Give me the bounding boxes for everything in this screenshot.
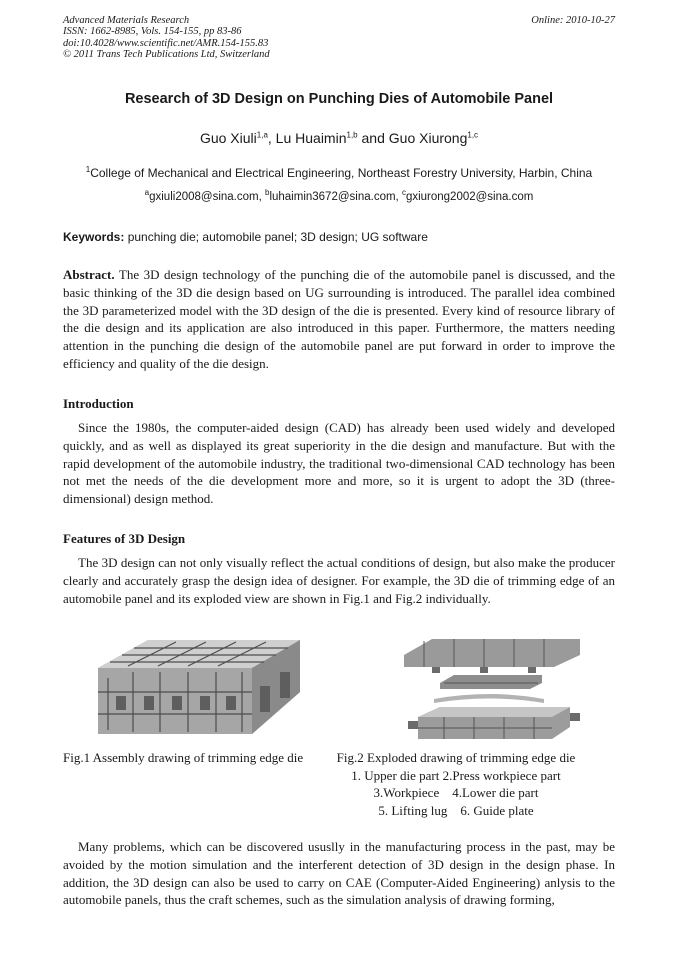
email-address[interactable]: gxiurong2002@sina.com — [405, 191, 534, 203]
author-name: Guo Xiuli — [199, 130, 257, 146]
journal-name: Advanced Materials Research — [63, 15, 190, 26]
affiliation — [0, 166, 678, 180]
introduction-heading: Introduction — [63, 396, 134, 411]
affiliation-text: College of Mechanical and Electrical Engineering, Northeast Forestry University, Harbin, China — [90, 166, 593, 180]
keywords-text: punching die; automobile panel; 3D design; UG software — [124, 230, 428, 244]
paper-title: Research of 3D Design on Punching Dies of Automobile Panel — [124, 91, 554, 107]
email-sup: a — [144, 188, 150, 198]
email-separator: , — [395, 191, 402, 203]
fig2-caption: Fig.2 Exploded drawing of trimming edge die — [336, 750, 576, 765]
abstract-label: Abstract. — [63, 267, 115, 282]
email-list — [0, 188, 678, 203]
fig2-legend-line: 1. Upper die part 2.Press workpiece part — [351, 767, 561, 783]
email-address[interactable]: luhaimin3672@sina.com — [269, 191, 396, 203]
keywords-label: Keywords: — [63, 230, 125, 244]
press-workpiece-part — [440, 675, 542, 689]
journal-header — [63, 15, 615, 60]
author-sup: 1,c — [467, 130, 479, 140]
abstract — [63, 266, 615, 373]
fig2-legend-line: 3.Workpiece 4.Lower die part — [373, 785, 539, 801]
author-separator: , — [267, 130, 276, 146]
fig2-legend-line: 5. Lifting lug 6. Guide plate — [378, 802, 534, 818]
copyright-line: © 2011 Trans Tech Publications Ltd, Switzerland — [63, 48, 270, 60]
author-name: Lu Huaimin — [275, 130, 347, 146]
author-sup: 1,a — [256, 130, 268, 140]
lower-die-part — [408, 707, 580, 739]
email-separator: , — [258, 191, 265, 203]
author-separator: and — [357, 130, 389, 146]
doi-line[interactable]: doi:10.4028/www.scientific.net/AMR.154-155.83 — [63, 37, 269, 49]
email-address[interactable]: gxiuli2008@sina.com — [149, 191, 259, 203]
fig2-exploded-drawing — [384, 633, 589, 743]
features-text: The 3D design can not only visually reflect the actual conditions of design, but also make the producer clearly and accurately grasp the design idea of designer. For example, the 3D die of trimming edge of an automobile panel and its exploded view are shown in Fig.1 and Fig.2 individually. — [63, 555, 615, 606]
author-list — [0, 130, 678, 146]
online-date: Online: 2010-10-27 — [531, 15, 615, 26]
email-sup: c — [401, 188, 406, 198]
keywords — [63, 230, 615, 244]
fig2-caption-block — [325, 749, 587, 819]
affiliation-sup: 1 — [85, 165, 91, 174]
fig1-caption: Fig.1 Assembly drawing of trimming edge die — [63, 750, 304, 765]
issn-line: ISSN: 1662-8985, Vols. 154-155, pp 83-86 — [63, 26, 242, 38]
abstract-text: The 3D design technology of the punching die of the automobile panel is discussed, and the basic thinking of the 3D die design based on UG surrounding is introduced. The parallel idea combined the 3D parameterized model with the 3D design of the die is presented. Every kind of resource library of the die design and its application are also introduced in this paper. Furthermore, the matters needing attention in the punching die design of the automobile panel are put forward in order to improve the efficiency and quality of the die design. — [63, 267, 615, 371]
fig1-assembly-drawing — [88, 626, 310, 742]
author-sup: 1,b — [346, 130, 358, 140]
email-sup: b — [264, 188, 270, 198]
introduction-text: Since the 1980s, the computer-aided design (CAD) has already been used widely and developed quickly, and as well as displayed its great superiority in the die design and manufacture. But with the rapid development of the automobile industry, the traditional two-dimensional CAD technology has been not met the needs of the die development more and more, so it is urgent to adopt the 3D (three-dimensional) design method. — [63, 420, 615, 507]
features-heading: Features of 3D Design — [63, 531, 186, 546]
author-name: Guo Xiurong — [388, 130, 468, 146]
closing-text: Many problems, which can be discovered ususlly in the manufacturing process in the past, may be avoided by the motion simulation and the interferent detection of 3D design in the design phase. In addition, the 3D design can also be used to carry on CAE (Computer-Aided Engineering) anlysis to the automobile panels, thus the craft schemes, such as the simulation analysis of drawing forming, — [63, 839, 615, 908]
